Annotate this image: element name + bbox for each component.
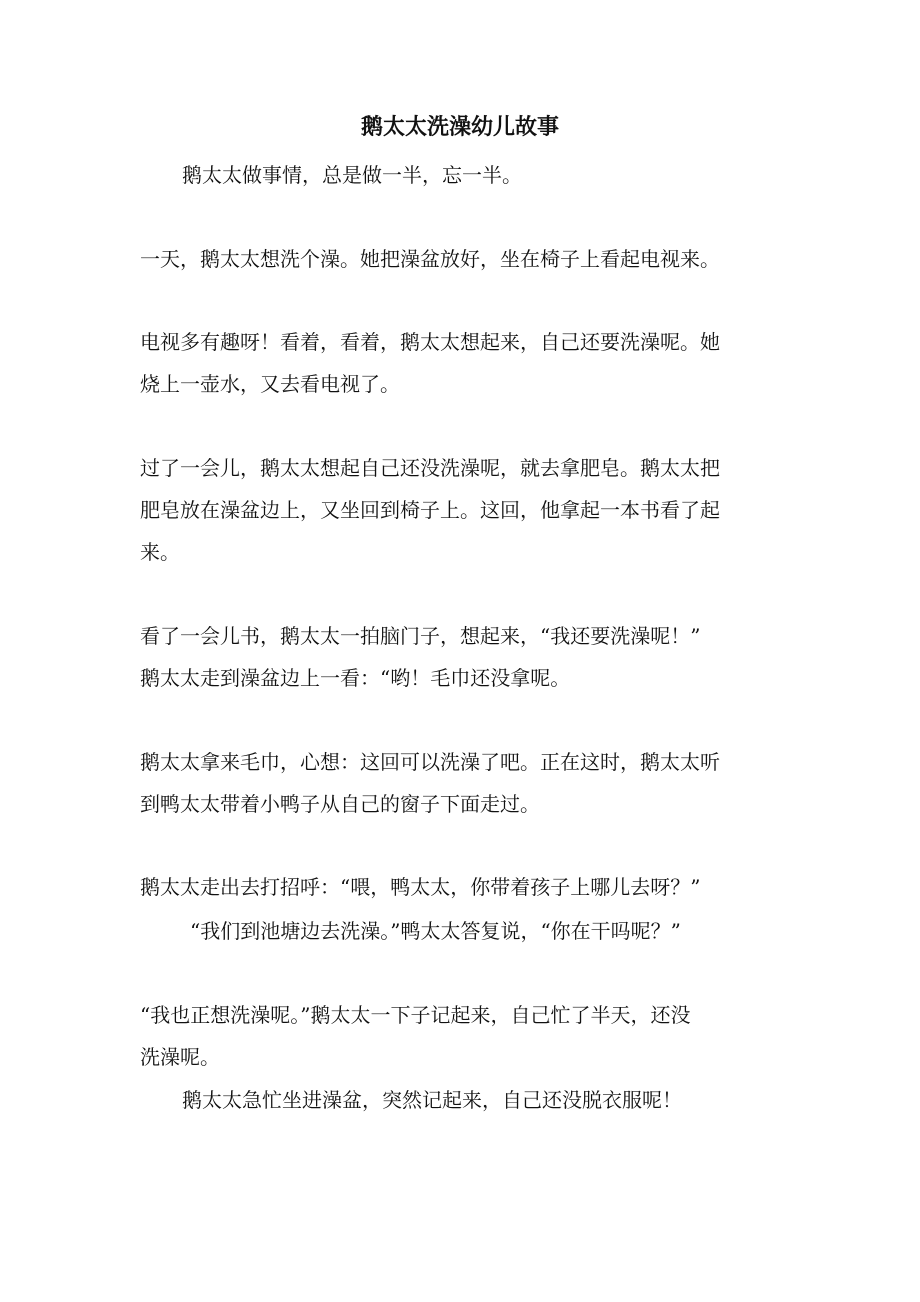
- paragraph-line: 鹅太太走出去打招呼：“喂，鸭太太，你带着孩子上哪儿去呀？”: [140, 875, 701, 899]
- paragraph-2: [140, 238, 780, 280]
- paragraph-line: 鹅太太做事情，总是做一半，忘一半。: [182, 163, 522, 187]
- paragraph-line: 到鸭太太带着小鸭子从自己的窗子下面走过。: [140, 792, 540, 816]
- paragraph-line: 来。: [140, 540, 180, 564]
- paragraph-line: 烧上一壶水，又去看电视了。: [140, 372, 400, 396]
- paragraph-1: [140, 154, 822, 196]
- paragraph-4: [140, 447, 780, 573]
- paragraph-9: [140, 994, 780, 1078]
- document-title: 鹅太太洗澡幼儿故事: [360, 114, 559, 140]
- paragraph-line: 看了一会儿书，鹅太太一拍脑门子，想起来，“我还要洗澡呢！”: [140, 624, 701, 648]
- paragraph-line: 鹅太太走到澡盆边上一看：“哟！毛巾还没拿呢。: [140, 666, 571, 690]
- paragraph-line: 鹅太太急忙坐进澡盆，突然记起来，自己还没脱衣服呢！: [182, 1088, 682, 1112]
- paragraph-line: 肥皂放在澡盆边上，又坐回到椅子上。这回，他拿起一本书看了起: [140, 498, 720, 522]
- paragraph-line: “我们到池塘边去洗澡。”鸭太太答复说，“你在干吗呢？”: [190, 919, 681, 943]
- paragraph-7: [140, 866, 780, 908]
- paragraph-8: [140, 910, 830, 952]
- paragraph-line: 一天，鹅太太想洗个澡。她把澡盆放好，坐在椅子上看起电视来。: [140, 247, 720, 271]
- paragraph-line: 电视多有趣呀！看着，看着，鹅太太想起来，自己还要洗澡呢。她: [140, 330, 720, 354]
- paragraph-3: [140, 321, 780, 405]
- paragraph-line: 鹅太太拿来毛巾，心想：这回可以洗澡了吧。正在这时，鹅太太听: [140, 750, 720, 774]
- paragraph-6: [140, 741, 780, 825]
- paragraph-line: 过了一会儿，鹅太太想起自己还没洗澡呢，就去拿肥皂。鹅太太把: [140, 456, 720, 480]
- paragraph-line: 洗澡呢。: [140, 1045, 220, 1069]
- paragraph-5: [140, 615, 780, 699]
- paragraph-10: [140, 1079, 822, 1121]
- paragraph-line: “我也正想洗澡呢。”鹅太太一下子记起来，自己忙了半天，还没: [140, 1003, 691, 1027]
